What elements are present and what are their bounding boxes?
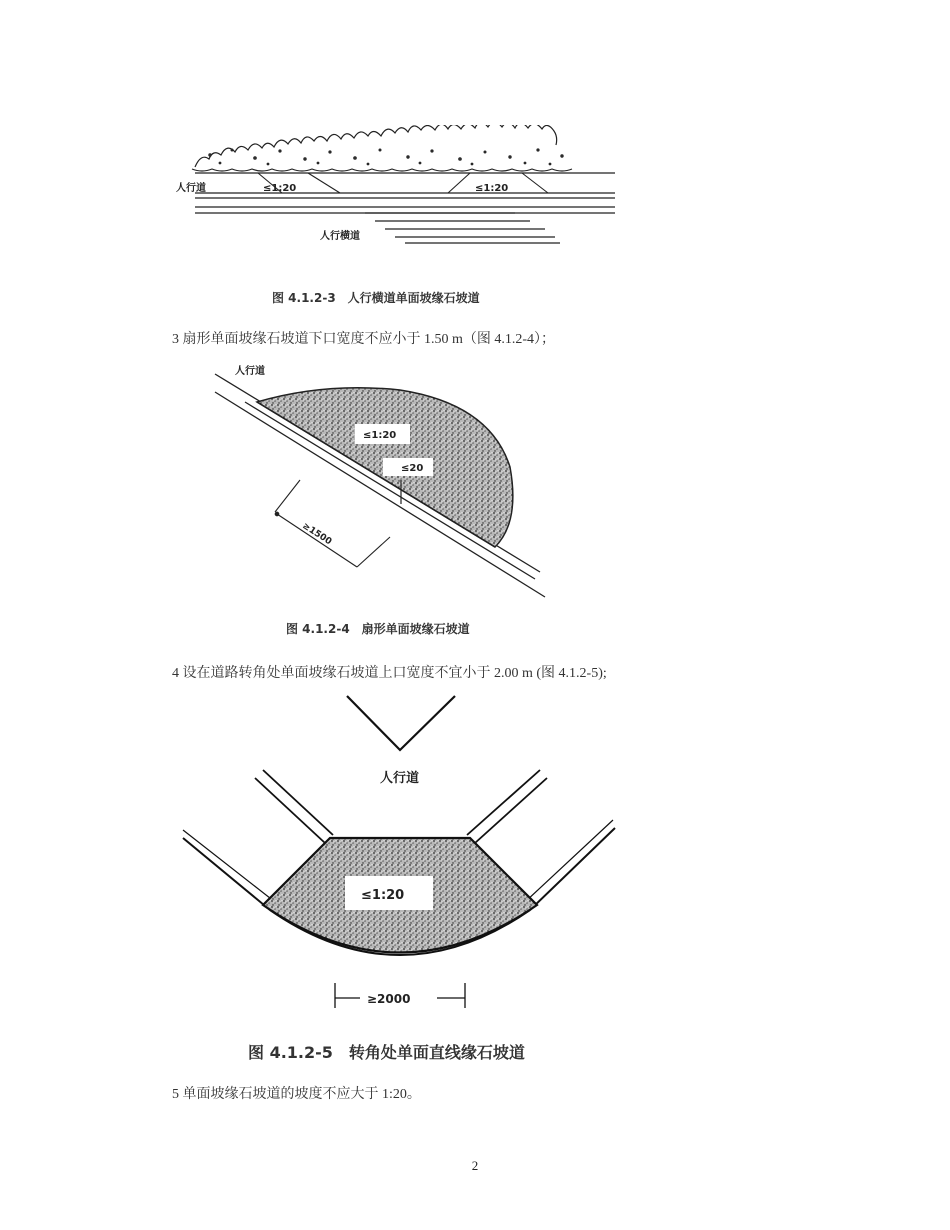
fig3-caption: 图 4.1.2-5 转角处单面直线缘石坡道 — [248, 1043, 525, 1062]
paragraph-5: 5 单面坡缘石坡道的坡度不应大于 1:20。 — [172, 1087, 421, 1102]
fig2-dimension: ≥1500 — [300, 521, 334, 548]
tree-canopy — [192, 125, 572, 171]
fig1-slope-right: ≤1:20 — [475, 183, 509, 194]
dimension-line — [275, 480, 390, 567]
figure-fan-ramp — [205, 362, 555, 607]
fig1-caption: 图 4.1.2-3 人行横道单面坡缘石坡道 — [272, 291, 480, 305]
figure-corner-ramp — [175, 690, 625, 1020]
fig2-label-sidewalk: 人行道 — [235, 366, 265, 377]
fig1-label-crosswalk: 人行横道 — [320, 231, 360, 242]
fig2-caption: 图 4.1.2-4 扇形单面坡缘石坡道 — [286, 622, 470, 636]
fig1-slope-left: ≤1:20 — [263, 183, 297, 194]
paragraph-3: 3 扇形单面坡缘石坡道下口宽度不应小于 1.50 m（图 4.1.2-4）； — [172, 332, 556, 347]
fig3-slope: ≤1:20 — [361, 888, 405, 903]
fig1-label-sidewalk: 人行道 — [176, 183, 206, 194]
paragraph-4: 4 设在道路转角处单面坡缘石坡道上口宽度不宜小于 2.00 m (图 4.1.2-5); — [172, 666, 607, 681]
fig2-slope-bottom: ≤20 — [401, 463, 424, 474]
fig3-dimension: ≥2000 — [367, 992, 411, 1006]
crosswalk-stripes — [365, 213, 560, 243]
fig2-slope-top: ≤1:20 — [363, 430, 397, 441]
fig3-label-sidewalk: 人行道 — [380, 771, 420, 786]
figure-crosswalk-ramp — [170, 125, 630, 255]
road-lines — [195, 173, 615, 213]
page-number: 2 — [471, 1158, 479, 1173]
